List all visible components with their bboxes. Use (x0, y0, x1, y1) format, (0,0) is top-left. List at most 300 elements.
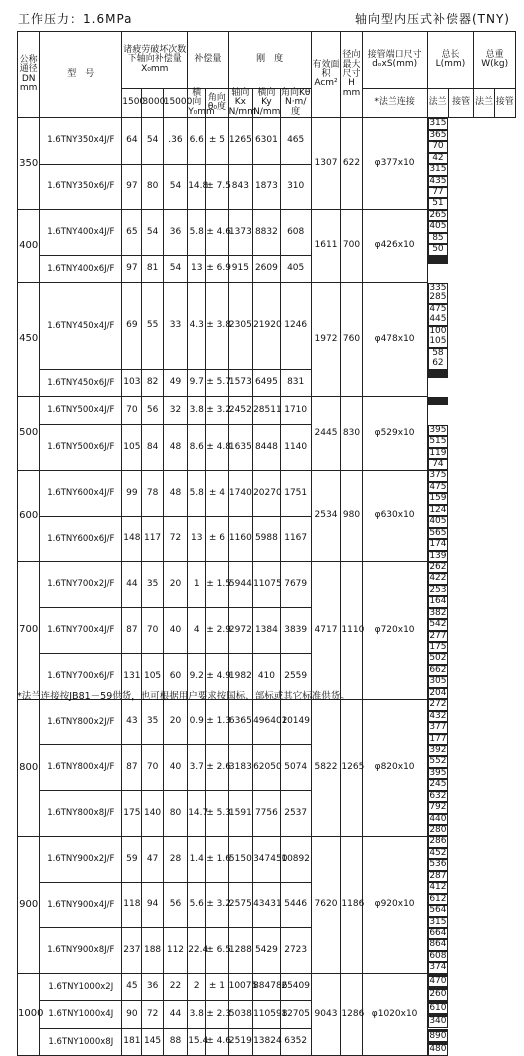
table-row (18, 210, 516, 256)
wp-cell: 340 (429, 1016, 447, 1027)
page-header (18, 8, 510, 30)
x3-cell: 22 (163, 974, 187, 1001)
fatigue-15000: 15000 (163, 89, 187, 118)
x3-cell: 54 (163, 256, 187, 283)
x3-cell: 32 (163, 397, 187, 425)
y0-cell: 8.6 (188, 425, 206, 471)
lf-cell: 286 (429, 836, 447, 847)
lp-cell: 475 445 (429, 304, 447, 325)
ky-cell: 8832 (253, 210, 281, 256)
x2-cell: 36 (142, 974, 163, 1001)
lp-cell: 422 (429, 573, 447, 584)
wp-cell: 315 (429, 916, 447, 927)
x2-cell: 84 (142, 425, 163, 471)
spec-table (17, 31, 516, 1056)
lp-cell: 435 (429, 175, 447, 186)
ky-cell: 11075 (253, 562, 281, 608)
t0-cell: ± 1 (206, 974, 228, 1001)
x1-cell: 175 (122, 791, 142, 837)
x3-cell: 88 (163, 1029, 187, 1056)
y0-cell: 5.8 (188, 210, 206, 256)
wp-cell: 245 (429, 779, 447, 790)
model-cell: 1.6TNY500x4J/F (40, 397, 122, 425)
kt-cell: 6352 (280, 1029, 311, 1056)
lf-cell: 664 (429, 927, 447, 938)
lf-cell: 315 (429, 118, 447, 129)
x1-cell: 97 (122, 256, 142, 283)
y0-cell: 3.8 (188, 1001, 206, 1029)
lf-cell: 335 285 (429, 282, 447, 303)
kx-cell: 843 (228, 164, 252, 210)
wf-cell: 159 (429, 493, 447, 504)
x3-cell: 40 (163, 608, 187, 654)
x2-cell: 55 (142, 283, 163, 370)
kx-cell: 1373 (228, 210, 252, 256)
table-row (18, 1001, 516, 1029)
comp-lateral: 横向Y₀mm (188, 88, 215, 117)
lf-cell: 265 (429, 209, 447, 220)
model-cell: 1.6TNY700x2J/F (40, 562, 122, 608)
x1-cell: 103 (122, 370, 142, 397)
area-cell: 1972 (311, 283, 341, 397)
t0-cell: ± 1.6 (206, 836, 228, 882)
kt-cell: 1751 (280, 470, 311, 516)
kt-cell: 608 (280, 210, 311, 256)
working-pressure: 工作压力：1.6MPa (18, 12, 133, 26)
x1-cell: 97 (122, 164, 142, 210)
x3-cell: 48 (163, 425, 187, 471)
kt-cell: 3839 (280, 608, 311, 654)
ky-cell: 8448 (253, 425, 281, 471)
x3-cell: .36 (163, 118, 187, 164)
y0-cell: 3.8 (188, 397, 206, 425)
kx-cell: 1982 (228, 653, 252, 699)
wp-cell: 139 (429, 550, 447, 561)
ky-cell: 1384 (253, 608, 281, 654)
x2-cell: 35 (142, 699, 163, 745)
ky-cell: 5988 (253, 516, 281, 562)
dn-cell: 900 (18, 836, 40, 973)
lp-cell: 452 (429, 847, 447, 858)
comp-angular: 角向θ₀度 (206, 89, 228, 118)
wf-cell: 608 (429, 950, 447, 961)
y0-cell: 5.6 (188, 882, 206, 928)
lf-cell: 272 (429, 699, 447, 710)
max-dia-cell: 1286 (341, 974, 362, 1056)
x2-cell: 81 (142, 256, 163, 283)
wp-cell: 260 (429, 989, 447, 1000)
kx-cell: 1160 (228, 516, 252, 562)
x2-cell: 80 (142, 164, 163, 210)
wp-cell: 42 (428, 153, 449, 164)
x1-cell: 64 (122, 118, 142, 164)
y0-cell: 0.9 (188, 699, 206, 745)
kx-cell: 5944 (228, 562, 252, 608)
kx-cell: 1635 (228, 425, 252, 471)
x3-cell: 60 (163, 653, 187, 699)
x2-cell: 72 (142, 1001, 163, 1029)
y0-cell: 13 (188, 256, 206, 283)
x2-cell: 70 (142, 608, 163, 654)
kt-cell: 10149 (280, 699, 311, 745)
x1-cell: 87 (122, 608, 142, 654)
kt-cell: 5074 (280, 745, 311, 791)
t0-cell: ± 3.2 (206, 397, 228, 425)
ky-cell: 6495 (253, 370, 281, 397)
kt-cell: 5446 (280, 882, 311, 928)
kx-cell: 2519 (228, 1029, 252, 1056)
lp-cell: 565 (429, 527, 447, 538)
kx-cell: 2575 (228, 882, 252, 928)
dn-cell: 800 (18, 699, 40, 836)
table-row (18, 164, 516, 210)
ky-cell: 2609 (253, 256, 281, 283)
kt-cell: 10892 (280, 836, 311, 882)
max-dia-cell: 830 (341, 397, 362, 471)
kt-cell: 465 (280, 118, 311, 164)
area-cell: 7620 (311, 836, 341, 973)
lp-cell: 890 (429, 1030, 447, 1041)
table-row (18, 974, 516, 1001)
x1-cell: 43 (122, 699, 142, 745)
table-row (18, 516, 516, 562)
area-cell: 9043 (311, 974, 341, 1056)
t0-cell: ± 5.3 (206, 791, 228, 837)
model-cell: 1.6TNY350x4J/F (40, 118, 122, 164)
max-dia-cell: 1265 (341, 699, 362, 836)
t0-cell: ± 5 (206, 118, 228, 164)
kx-cell: 3183 (228, 745, 252, 791)
x1-cell: 69 (122, 283, 142, 370)
dn-cell: 1000 (18, 974, 40, 1056)
lf-cell: 382 (429, 607, 447, 618)
x1-cell: 105 (122, 425, 142, 471)
y0-cell: 14.7 (188, 791, 206, 837)
x1-cell: 90 (122, 1001, 142, 1029)
table-row (18, 370, 516, 397)
model-cell: 1.6TNY600x4J/F (40, 470, 122, 516)
wf-cell: 77 (428, 187, 449, 198)
stiff-axial: 轴向Kx N/mm (228, 88, 256, 117)
x2-cell: 82 (142, 370, 163, 397)
area-cell: 4717 (311, 562, 341, 699)
x1-cell: 65 (122, 210, 142, 256)
x1-cell: 118 (122, 882, 142, 928)
lp-cell: 612 (429, 893, 447, 904)
model-cell: 1.6TNY900x8J/F (40, 928, 122, 974)
fatigue-1500: 1500 (122, 89, 142, 118)
footnote: *法兰连接按JB81－59供货，也可根据用户要求按国标、部标或其它标准供货。 (17, 691, 350, 702)
model-cell: 1.6TNY1000x8J (40, 1029, 122, 1056)
wp-cell: 74 (428, 459, 449, 470)
port-cell: φ529x10 (362, 397, 427, 471)
port-cell: φ478x10 (362, 283, 427, 397)
lf-cell: 392 (429, 744, 447, 755)
kt-cell: 1710 (280, 397, 311, 425)
t0-cell: ± 2.6 (206, 745, 228, 791)
kx-cell: 5150 (228, 836, 252, 882)
lp-cell: 405 (429, 221, 447, 232)
t0-cell: ± 1.5 (206, 562, 228, 608)
x2-cell: 105 (142, 653, 163, 699)
kx-cell: 1265 (228, 118, 252, 164)
col-port: 接管端口尺寸dₒxS(mm) (362, 32, 427, 89)
t0-cell: ± 3.2 (206, 882, 228, 928)
ky-cell: 62050 (253, 745, 281, 791)
t0-cell: ± 6.5 (206, 928, 228, 974)
t0-cell: ± 4.6 (206, 1029, 228, 1056)
model-cell: 1.6TNY450x6J/F (40, 370, 122, 397)
t0-cell: ± 4.8 (206, 425, 228, 471)
max-dia-cell: 700 (341, 210, 362, 283)
lp-cell: 662 (429, 664, 447, 675)
kx-cell: 1591 (228, 791, 252, 837)
kt-cell: 1167 (280, 516, 311, 562)
port-cell: φ1020x10 (362, 974, 427, 1056)
wp-cell: 175 (429, 642, 447, 652)
kt-cell: 2723 (280, 928, 311, 974)
model-cell: 1.6TNY800x4J/F (40, 745, 122, 791)
table-row (18, 745, 516, 791)
ky-cell: 347450 (253, 836, 281, 882)
lp-cell: 610 (429, 1002, 447, 1013)
kx-cell: 10075 (228, 974, 252, 1001)
x3-cell: 80 (163, 791, 187, 837)
ky-cell: 410 (253, 653, 281, 699)
model-cell: 1.6TNY700x4J/F (40, 608, 122, 654)
x3-cell: 56 (163, 882, 187, 928)
wf-cell: 70 (428, 141, 449, 152)
model-cell: 1.6TNY700x6J/F (40, 653, 122, 699)
x2-cell: 56 (142, 397, 163, 425)
x2-cell: 94 (142, 882, 163, 928)
dn-cell: 450 (18, 283, 40, 397)
col-area: 有效面积Acm² (311, 32, 341, 118)
kt-cell: 12705 (280, 1001, 311, 1029)
x3-cell: 48 (163, 470, 187, 516)
x1-cell: 45 (122, 974, 142, 1001)
port-cell: φ720x10 (362, 562, 427, 699)
model-cell: 1.6TNY900x2J/F (40, 836, 122, 882)
t0-cell: ± 4 (206, 470, 228, 516)
lf-cell: 375 (429, 470, 447, 481)
kt-cell: 1246 (280, 283, 311, 370)
wp-cell: 164 (429, 596, 447, 607)
t0-cell: ± 4.6 (206, 210, 228, 256)
y0-cell: 22.4 (188, 928, 206, 974)
model-cell: 1.6TNY600x6J/F (40, 516, 122, 562)
y0-cell: 5.8 (188, 470, 206, 516)
col-weight: 总重W(kg) (474, 32, 516, 89)
model-cell: 1.6TNY1000x4J (40, 1001, 122, 1029)
area-cell: 1611 (311, 210, 341, 283)
table-row (18, 928, 516, 974)
y0-cell: 13 (188, 516, 206, 562)
model-cell: 1.6TNY400x4J/F (40, 210, 122, 256)
x1-cell: 99 (122, 470, 142, 516)
y0-cell: 3.7 (188, 745, 206, 791)
x2-cell: 70 (142, 745, 163, 791)
ky-cell: 5429 (253, 928, 281, 974)
lf-cell: 502 (429, 653, 447, 664)
kx-cell: 2305 (228, 283, 252, 370)
wp-cell (428, 403, 449, 405)
y0-cell: 9.7 (188, 370, 206, 397)
kx-cell: 5038 (228, 1001, 252, 1029)
max-dia-cell: 622 (341, 118, 362, 210)
max-dia-cell: 1186 (341, 836, 362, 973)
col-fatigue: 诸疲劳破坏次数下轴向补偿量X₀mm (122, 32, 188, 89)
t0-cell: ± 5.7 (206, 370, 228, 397)
wf-cell: 253 (429, 584, 447, 595)
table-row (18, 397, 516, 425)
wp-cell: 480 (429, 1044, 447, 1055)
ky-cell: 20270 (253, 470, 281, 516)
wf-cell: 395 (429, 767, 447, 778)
weight-pipe: 接管 (494, 89, 515, 118)
y0-cell: 15.4 (188, 1029, 206, 1056)
ky-cell: 7756 (253, 791, 281, 837)
x3-cell: 28 (163, 836, 187, 882)
x3-cell: 49 (163, 370, 187, 397)
x2-cell: 188 (142, 928, 163, 974)
x2-cell: 47 (142, 836, 163, 882)
x2-cell: 35 (142, 562, 163, 608)
ky-cell: 21920 (253, 283, 281, 370)
lf-cell: 405 (429, 516, 447, 527)
ky-cell: 43431 (253, 882, 281, 928)
dn-cell: 350 (18, 118, 40, 210)
wf-cell: 85 (428, 233, 449, 244)
weight-flange: 法兰 (474, 89, 494, 118)
x3-cell: 54 (163, 164, 187, 210)
wp-cell: 124 (429, 504, 447, 515)
model-cell: 1.6TNY500x6J/F (40, 425, 122, 471)
lp-cell: 432 (429, 710, 447, 721)
lp-cell: 552 (429, 756, 447, 767)
col-dn: 公称通径DN mm (18, 32, 40, 118)
model-cell: 1.6TNY800x2J/F (40, 699, 122, 745)
wp-cell: 177 (429, 733, 447, 744)
table-row (18, 562, 516, 608)
table-row (18, 791, 516, 837)
wf-cell: 305 (429, 676, 447, 687)
y0-cell: 14.8 (188, 164, 206, 210)
x3-cell: 33 (163, 283, 187, 370)
ky-cell: 1873 (253, 164, 281, 210)
page-title: 轴向型内压式补偿器(TNY) (354, 12, 510, 26)
col-compensation: 补偿量 (188, 32, 228, 89)
length-flange: 法兰 (427, 89, 448, 118)
x1-cell: 70 (122, 397, 142, 425)
t0-cell: ± 6.9 (206, 256, 228, 283)
lp-cell: 792 (429, 802, 447, 813)
model-cell: 1.6TNY1000x2J (40, 974, 122, 1001)
ky-cell: 6301 (253, 118, 281, 164)
wp-cell: 374 (429, 962, 447, 973)
t0-cell: ± 2.3 (206, 1001, 228, 1029)
x3-cell: 112 (163, 928, 187, 974)
port-cell: φ630x10 (362, 470, 427, 562)
x3-cell: 20 (163, 699, 187, 745)
x2-cell: 78 (142, 470, 163, 516)
col-length: 总长L(mm) (427, 32, 474, 89)
stiff-angular: 角向Kθ N·m/度 (280, 88, 311, 117)
y0-cell: 2 (188, 974, 206, 1001)
table-row (18, 118, 516, 164)
model-cell: 1.6TNY350x6J/F (40, 164, 122, 210)
port-cell: φ920x10 (362, 836, 427, 973)
ky-cell: 13824 (253, 1029, 281, 1056)
ky-cell: 110598 (253, 1001, 281, 1029)
table-row (18, 425, 516, 471)
x1-cell: 131 (122, 653, 142, 699)
x2-cell: 117 (142, 516, 163, 562)
kt-cell: 831 (280, 370, 311, 397)
kt-cell: 25409 (280, 974, 311, 1001)
dn-cell: 500 (18, 397, 40, 471)
ky-cell: 884786 (253, 974, 281, 1001)
x3-cell: 44 (163, 1001, 187, 1029)
wp-cell (428, 376, 449, 378)
area-cell: 1307 (311, 118, 341, 210)
max-dia-cell: 760 (341, 283, 362, 397)
port-cell: φ377x10 (362, 118, 427, 210)
table-row (18, 882, 516, 928)
lf-cell: 632 (429, 790, 447, 801)
wf-cell: 377 (429, 722, 447, 733)
kx-cell: 1288 (228, 928, 252, 974)
kt-cell: 7679 (280, 562, 311, 608)
max-dia-cell: 980 (341, 470, 362, 562)
table-row (18, 283, 516, 370)
dn-cell: 600 (18, 470, 40, 562)
kx-cell: 1573 (228, 370, 252, 397)
wf-cell: 119 (429, 447, 447, 458)
lp-cell: 864 (429, 939, 447, 950)
model-cell: 1.6TNY400x6J/F (40, 256, 122, 283)
port-cell: φ426x10 (362, 210, 427, 283)
dn-cell: 400 (18, 210, 40, 283)
col-stiffness: 刚 度 (228, 32, 311, 89)
kx-cell: 2972 (228, 608, 252, 654)
length-pipe: 接管 (448, 89, 474, 118)
table-row (18, 608, 516, 654)
model-cell: 1.6TNY900x4J/F (40, 882, 122, 928)
x1-cell: 148 (122, 516, 142, 562)
x1-cell: 44 (122, 562, 142, 608)
wf-cell: 277 (429, 630, 447, 641)
t0-cell: ± 6 (206, 516, 228, 562)
model-cell: 1.6TNY450x4J/F (40, 283, 122, 370)
lp-cell: 365 (429, 129, 447, 140)
x3-cell: 40 (163, 745, 187, 791)
lf-cell: 412 (429, 882, 447, 893)
wf-cell: 100 105 (429, 326, 447, 347)
x1-cell: 87 (122, 745, 142, 791)
y0-cell: 9.2 (188, 653, 206, 699)
y0-cell: 1.4 (188, 836, 206, 882)
x1-cell: 181 (122, 1029, 142, 1056)
y0-cell: 1 (188, 562, 206, 608)
kt-cell: 2537 (280, 791, 311, 837)
area-cell: 5822 (311, 699, 341, 836)
lf-cell: 315 (429, 164, 447, 175)
t0-cell: ± 4.9 (206, 653, 228, 699)
kx-cell: 1740 (228, 470, 252, 516)
area-cell: 2534 (311, 470, 341, 562)
t0-cell: ± 7.5 (206, 164, 228, 210)
